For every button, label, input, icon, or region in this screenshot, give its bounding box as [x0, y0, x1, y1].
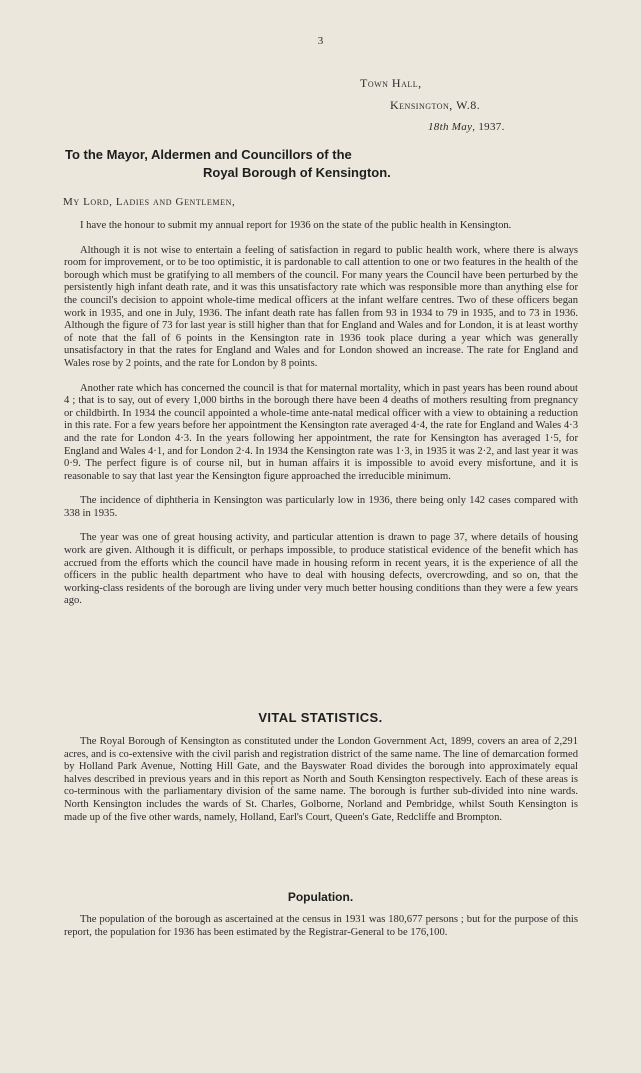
paragraph-vital-statistics: The Royal Borough of Kensington as constituted under the London Government Act, 1899, covers an area of 2,291 acres, and is co-extensive with the civil parish and registration district of the same name. The line of demarcation formed by Holland Park Avenue, Notting Hill Gate, and the Bayswater Road divides the borough into approximately equal halves described in previous years and in this report as North and South Kensington respectively. Each of these areas is co-terminous with the parliamentary division of the same name. The borough is further sub-divided into nine wards. North Kensington includes the wards of St. Charles, Golborne, Norland and Pembridge, whilst South Kensington is made up of the five other wards, namely, Holland, Earl's Court, Queen's Gate, Redcliffe and Brompton.: [64, 736, 578, 823]
population-section: [64, 914, 578, 951]
date-day: 18th May: [428, 121, 473, 133]
addressee-line-1: To the Mayor, Aldermen and Councillors of the: [65, 147, 352, 162]
intro-section: [64, 220, 578, 620]
paragraph-housing: The year was one of great housing activity, and particular attention is drawn to page 37, where details of housing work are given. Although it is difficult, or perhaps impossible, to produce statistical evidence of the benefit which has accrued from the efforts which the council have made in housing reform in recent years, it is the experience of all the officers in the public health department who have to deal with housing defects, overcrowding, and so on, that the working-class residents of the borough are living under very much better housing conditions than they were a few years ago.: [64, 532, 578, 607]
page-number: 3: [317, 35, 324, 47]
vital-statistics-section: [64, 736, 578, 836]
paragraph-intro: I have the honour to submit my annual report for 1936 on the state of the public health in Kensington.: [80, 220, 512, 231]
salutation: My Lord, Ladies and Gentlemen,: [63, 196, 236, 208]
vital-statistics-heading: VITAL STATISTICS.: [258, 710, 383, 725]
paragraph-diphtheria: The incidence of diphtheria in Kensington was particularly low in 1936, there being only 142 cases compared with 338 in 1935.: [64, 495, 578, 519]
addressee-line-2: Royal Borough of Kensington.: [203, 165, 391, 180]
date-line: [428, 121, 505, 133]
paragraph-population: The population of the borough as ascertained at the census in 1931 was 180,677 persons ; but for the purpose of this report, the population for 1936 has been estimated by the Registrar-General to be 176,100.: [64, 914, 578, 938]
address-line-kensington: Kensington, W.8.: [390, 98, 481, 112]
address-block: [360, 76, 548, 136]
date-year: , 1937.: [472, 121, 505, 133]
address-line-town-hall: Town Hall,: [360, 76, 422, 90]
paragraph-infant-mortality: Although it is not wise to entertain a feeling of satisfaction in regard to public health work, where there is always room for improvement, or to be too optimistic, it is pardonable to call attention to one or two features in the health of the borough which must be gratifying to all members of the council. For many years the Council have been perturbed by the persistently high infant death rate, and it was this unsatisfactory rate which was responsible more than anything else for the council's decision to appoint whole-time medical officers at the infant welfare centres. Two of these officers began work in 1935, and one in July, 1936. The infant death rate has fallen from 93 in 1934 to 79 in 1935, and to 73 in 1936. Although the figure of 73 for last year is still higher than that for England and Wales and for London, it is at least worthy of note that the fall of 6 points in the Kensington rate in 1936 took place during a year which was generally unsatisfactory in that the rates for England and Wales and for London showed an increase. The rate for England and Wales rose by 2 points, and the rate for London by 8 points.: [64, 244, 578, 369]
population-heading: Population.: [287, 890, 354, 904]
paragraph-maternal-mortality: Another rate which has concerned the council is that for maternal mortality, which in past years has been round about 4 ; that is to say, out of every 1,000 births in the borough there have been 4 deaths of mothers resulting from pregnancy or childbirth. In 1934 the council appointed a whole-time ante-natal medical officer with a view to obtaining a reduction in this rate. For a few years before her appointment the Kensington rate averaged 4·4, the rate for England and Wales 4·3 and the rate for London 4·3. In the years following her appointment, the rate for Kensington has averaged 1·5, for England and Wales 4·1, and for London 2·4. In 1934 the Kensington rate was 1·3, in 1935 it was 2·2, and last year it was 0·9. The perfect figure is of course nil, but in human affairs it is impossible to avoid every misfortune, and it is reasonable to say that last year the Kensington figure approached the irreducible minimum.: [64, 382, 578, 482]
addressee: [65, 147, 391, 180]
